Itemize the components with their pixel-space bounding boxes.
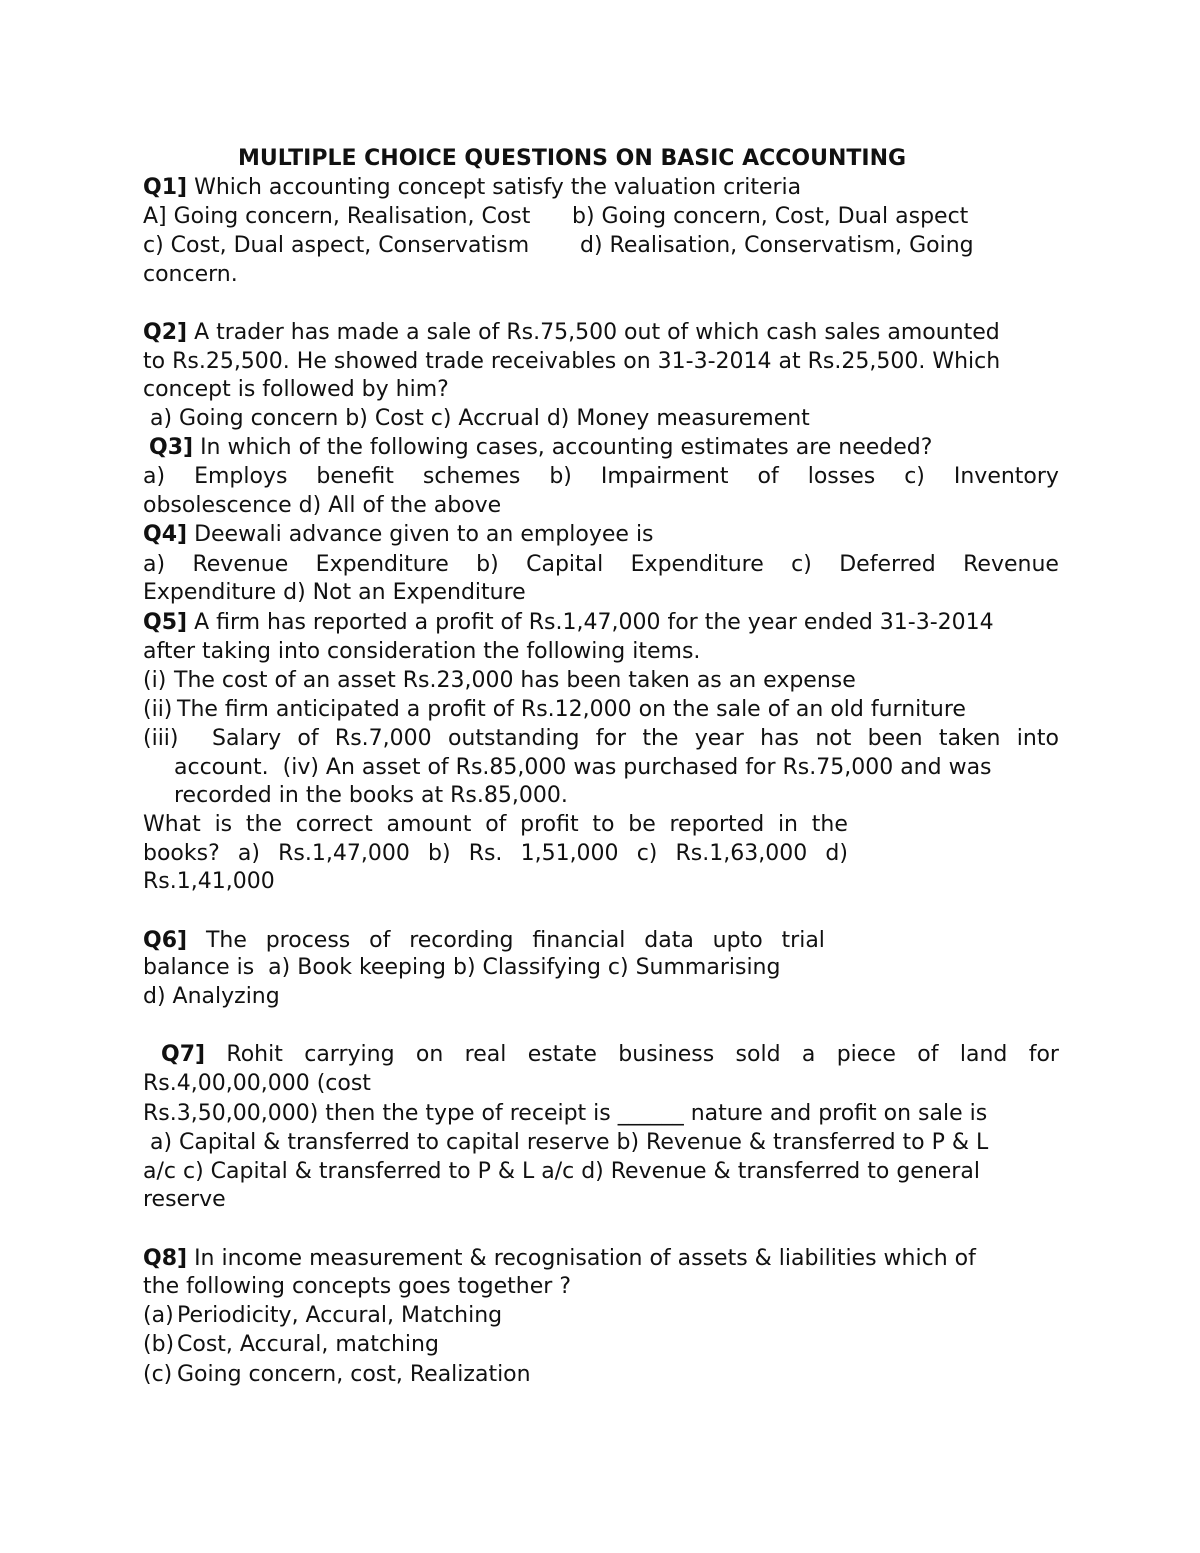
q1-option-d-continued: concern. (143, 262, 238, 287)
q3-word: Employs (194, 464, 288, 489)
q5-item-iii-word: Rs.7,000 (334, 726, 432, 751)
q6-word: The (205, 928, 247, 953)
q7-word: on (415, 1042, 444, 1067)
q8-option-a-marker: (a) (143, 1303, 174, 1328)
q4-word: Deferred (839, 552, 936, 577)
q1-number: Q1] (143, 175, 188, 200)
q5-item-iii-word: taken (938, 726, 1001, 751)
q4-word: Expenditure (630, 552, 764, 577)
q2-stem-line-3: concept is followed by him? (143, 377, 449, 402)
q5-item-iii-word: been (867, 726, 923, 751)
q3-word: b) (549, 464, 572, 489)
q7-word: piece (836, 1042, 896, 1067)
q7-word: for (1028, 1042, 1059, 1067)
q3-word: benefit (316, 464, 394, 489)
q4-number: Q4] (143, 522, 188, 547)
q2-options: a) Going concern b) Cost c) Accrual d) Money measurement (143, 406, 810, 431)
q3-word: schemes (422, 464, 521, 489)
q6-number: Q6] (143, 928, 188, 953)
q6-stem-line-2: balance is a) Book keeping b) Classifying c) Summarising (143, 955, 781, 980)
q5-item-iii-word: has (760, 726, 800, 751)
q7-stem-line-3: Rs.3,50,00,000) then the type of receipt is ______ nature and profit on sale is (143, 1101, 988, 1126)
q4-word: Expenditure (315, 552, 449, 577)
q5-question-word: profit (520, 812, 579, 837)
q5-question-word: of (485, 812, 507, 837)
q7-options-line-1: a) Capital & transferred to capital reserve b) Revenue & transferred to P & L (143, 1130, 989, 1155)
q5-question-word: is (214, 812, 233, 837)
page-title: MULTIPLE CHOICE QUESTIONS ON BASIC ACCOUNTING (238, 146, 907, 171)
q6-word: upto (712, 928, 763, 953)
q5-question-word: 1,51,000 (520, 841, 619, 866)
q5-item-iii-line-1 (212, 725, 1059, 753)
q5-item-iii-word: Salary (212, 726, 282, 751)
q5-item-ii: The firm anticipated a profit of Rs.12,000 on the sale of an old furniture (177, 697, 966, 722)
q5-question-word: Rs.1,47,000 (278, 841, 410, 866)
q3-text: In which of the following cases, accounting estimates are needed? (193, 435, 933, 460)
q5-item-iii-continued-2: recorded in the books at Rs.85,000. (174, 783, 568, 808)
q2-stem-line-2: to Rs.25,500. He showed trade receivables on 31-3-2014 at Rs.25,500. Which (143, 349, 1001, 374)
q7-word: land (959, 1042, 1008, 1067)
q1-option-a: A] Going concern, Realisation, Cost (143, 204, 531, 229)
q5-item-i-marker: (i) (143, 668, 167, 693)
q2-text-line-1: A trader has made a sale of Rs.75,500 out of which cash sales amounted (187, 320, 1000, 345)
q3-word: Impairment (600, 464, 729, 489)
q4-text: Deewali advance given to an employee is (187, 522, 654, 547)
q3-word: Inventory (953, 464, 1059, 489)
q5-stem-line-2: after taking into consideration the following items. (143, 639, 701, 664)
q7-word: Rohit (226, 1042, 283, 1067)
q5-question-line-2 (143, 840, 848, 868)
q3-options-line-1 (143, 463, 1059, 491)
q6-word: financial (532, 928, 626, 953)
q5-question-word: be (628, 812, 656, 837)
q5-number: Q5] (143, 610, 188, 635)
q7-stem-line-1 (161, 1041, 1059, 1069)
q4-word: Revenue (963, 552, 1059, 577)
q2-number: Q2] (143, 320, 188, 345)
q4-word: c) (791, 552, 812, 577)
q4-word: Capital (526, 552, 604, 577)
q5-question-word: the (811, 812, 848, 837)
q3-word: of (757, 464, 779, 489)
q5-question-word: in (777, 812, 798, 837)
q6-stem-line-3: d) Analyzing (143, 984, 280, 1009)
q6-word: process (265, 928, 351, 953)
q3-word: a) (143, 464, 166, 489)
q7-word: business (618, 1042, 715, 1067)
q3-options-line-2: obsolescence d) All of the above (143, 493, 502, 518)
q5-item-i: The cost of an asset Rs.23,000 has been taken as an expense (174, 668, 856, 693)
q5-question-word: reported (669, 812, 765, 837)
q7-options-line-3: reserve (143, 1187, 226, 1212)
q7-word: a (801, 1042, 816, 1067)
q4-word: b) (476, 552, 499, 577)
q8-stem-line-1 (143, 1245, 976, 1273)
q7-stem-line-2: Rs.4,00,00,000 (cost (143, 1071, 371, 1096)
q7-word: estate (527, 1042, 597, 1067)
q5-question-line-1 (143, 811, 848, 839)
q4-options-line-2: Expenditure d) Not an Expenditure (143, 580, 526, 605)
q7-word: carrying (304, 1042, 395, 1067)
q4-word: a) (143, 552, 166, 577)
q5-question-word: the (245, 812, 282, 837)
q5-item-iii-word: outstanding (447, 726, 580, 751)
q6-stem-line-1 (143, 927, 825, 955)
q5-question-word: books? (143, 841, 220, 866)
q1-option-c: c) Cost, Dual aspect, Conservatism (143, 233, 530, 258)
q7-number: Q7] (161, 1042, 206, 1067)
q8-option-c: Going concern, cost, Realization (177, 1362, 531, 1387)
q5-question-word: to (592, 812, 615, 837)
q5-item-iii-word: into (1016, 726, 1059, 751)
q5-question-word: c) (636, 841, 658, 866)
q5-text-line-1: A firm has reported a profit of Rs.1,47,000 for the year ended 31-3-2014 (187, 610, 994, 635)
q6-word: recording (409, 928, 514, 953)
q4-options-line-1 (143, 551, 1059, 579)
q3-stem (149, 434, 932, 462)
q5-item-iii-word: year (694, 726, 744, 751)
q8-option-a: Periodicity, Accural, Matching (177, 1303, 503, 1328)
q5-item-iii-word: the (642, 726, 679, 751)
q1-text: Which accounting concept satisfy the valuation criteria (187, 175, 802, 200)
q8-number: Q8] (143, 1246, 188, 1271)
q7-word: sold (735, 1042, 781, 1067)
q8-option-c-marker: (c) (143, 1362, 173, 1387)
q3-number: Q3] (149, 435, 194, 460)
q6-word: trial (781, 928, 825, 953)
q5-stem-line-1 (143, 609, 994, 637)
q8-stem-line-2: the following concepts goes together ? (143, 1274, 571, 1299)
q8-text-line-1: In income measurement & recognisation of assets & liabilities which of (187, 1246, 976, 1271)
q5-item-iii-word: not (815, 726, 852, 751)
q5-question-word: Rs. (468, 841, 503, 866)
q1-option-b: b) Going concern, Cost, Dual aspect (572, 204, 969, 229)
q5-item-iii-continued-1: account. (iv) An asset of Rs.85,000 was purchased for Rs.75,000 and was (174, 755, 992, 780)
q5-item-iii-word: for (595, 726, 627, 751)
q5-item-ii-marker: (ii) (143, 697, 173, 722)
q5-question-word: correct (295, 812, 373, 837)
q8-option-b-marker: (b) (143, 1332, 175, 1357)
q7-options-line-2: a/c c) Capital & transferred to P & L a/c d) Revenue & transferred to general (143, 1159, 980, 1184)
q4-stem (143, 521, 654, 549)
q2-stem-line-1 (143, 319, 1000, 347)
q3-word: losses (807, 464, 876, 489)
q7-word: real (464, 1042, 507, 1067)
q5-question-word: What (143, 812, 201, 837)
q3-word: c) (904, 464, 925, 489)
q1-option-d: d) Realisation, Conservatism, Going (580, 233, 974, 258)
q6-word: data (644, 928, 694, 953)
q5-question-word: amount (386, 812, 472, 837)
q4-word: Revenue (192, 552, 289, 577)
q5-question-line-3: Rs.1,41,000 (143, 869, 275, 894)
q8-option-b: Cost, Accural, matching (177, 1332, 439, 1357)
q5-item-iii-word: of (297, 726, 319, 751)
q5-question-word: a) (237, 841, 260, 866)
q5-question-word: Rs.1,63,000 (675, 841, 808, 866)
q1-stem (143, 174, 801, 202)
q7-word: of (917, 1042, 939, 1067)
q5-question-word: d) (825, 841, 848, 866)
q5-item-iii-marker: (iii) (143, 726, 179, 751)
q5-question-word: b) (427, 841, 451, 866)
q6-word: of (369, 928, 391, 953)
